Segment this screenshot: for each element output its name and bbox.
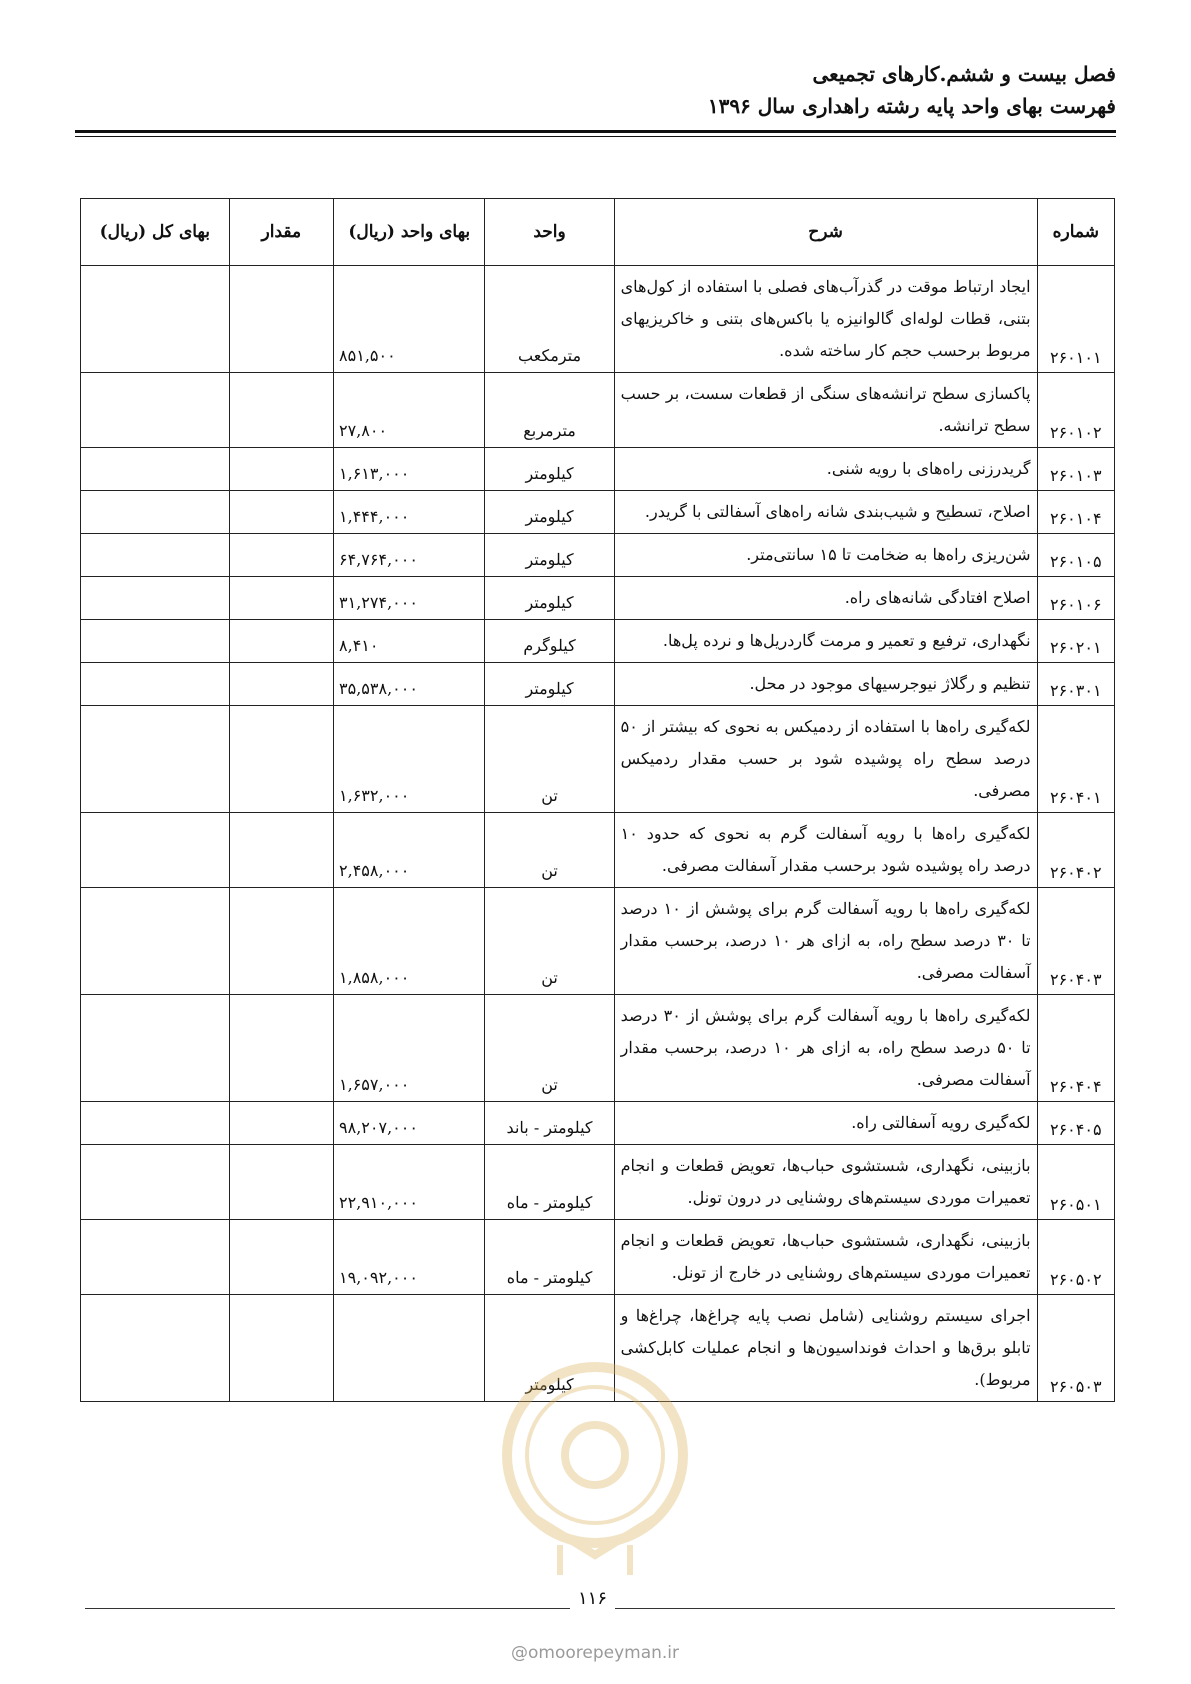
table-row	[81, 1145, 1115, 1220]
table-row	[81, 995, 1115, 1102]
item-number: ۲۶۰۱۰۱	[1037, 266, 1114, 373]
item-unit-price: ۸۵۱,۵۰۰	[334, 266, 485, 373]
item-quantity	[229, 620, 333, 663]
table-row	[81, 813, 1115, 888]
header-rule-thin	[75, 136, 1116, 137]
item-total-price	[81, 373, 230, 448]
item-number: ۲۶۰۴۰۵	[1037, 1102, 1114, 1145]
item-description: بازبینی، نگهداری، شستشوی حباب‌ها، تعویض قطعات و انجام تعمیرات موردی سیستم‌های روشنایی در درون تونل.	[614, 1145, 1037, 1220]
item-quantity	[229, 266, 333, 373]
item-quantity	[229, 1102, 333, 1145]
item-quantity	[229, 1220, 333, 1295]
table-row	[81, 266, 1115, 373]
item-description: لکه‌گیری راه‌ها با رویه آسفالت گرم برای پوشش از ۱۰ درصد تا ۳۰ درصد سطح راه، به ازای هر ۱۰ درصد، برحسب مقدار آسفالت مصرفی.	[614, 888, 1037, 995]
item-total-price	[81, 706, 230, 813]
item-unit-price: ۲,۴۵۸,۰۰۰	[334, 813, 485, 888]
table-row	[81, 577, 1115, 620]
item-total-price	[81, 577, 230, 620]
price-table	[80, 198, 1115, 1402]
item-total-price	[81, 1220, 230, 1295]
item-quantity	[229, 1295, 333, 1402]
item-total-price	[81, 888, 230, 995]
item-total-price	[81, 1102, 230, 1145]
item-total-price	[81, 1295, 230, 1402]
item-unit-price: ۸,۴۱۰	[334, 620, 485, 663]
item-description: لکه‌گیری راه‌ها با رویه آسفالت گرم به نحوی که حدود ۱۰ درصد راه پوشیده شود برحسب مقدار آسفالت مصرفی.	[614, 813, 1037, 888]
item-unit: کیلومتر	[485, 577, 614, 620]
item-number: ۲۶۰۵۰۳	[1037, 1295, 1114, 1402]
item-description: بازبینی، نگهداری، شستشوی حباب‌ها، تعویض قطعات و انجام تعمیرات موردی سیستم‌های روشنایی در خارج از تونل.	[614, 1220, 1037, 1295]
item-number: ۲۶۰۱۰۴	[1037, 491, 1114, 534]
table-row	[81, 620, 1115, 663]
item-total-price	[81, 663, 230, 706]
table-row	[81, 373, 1115, 448]
item-unit: تن	[485, 888, 614, 995]
item-quantity	[229, 1145, 333, 1220]
document-subtitle: فهرست بهای واحد پایه رشته راهداری سال ۱۳۹۶	[707, 94, 1116, 118]
header-rule-thick	[75, 130, 1116, 133]
item-description: شن‌ریزی راه‌ها به ضخامت تا ۱۵ سانتی‌متر.	[614, 534, 1037, 577]
footer-rule-left	[85, 1608, 570, 1609]
item-quantity	[229, 373, 333, 448]
item-total-price	[81, 813, 230, 888]
item-number: ۲۶۰۴۰۳	[1037, 888, 1114, 995]
item-description: گریدرزنی راه‌های با رویه شنی.	[614, 448, 1037, 491]
item-quantity	[229, 706, 333, 813]
col-header-unit: واحد	[485, 199, 614, 266]
item-unit-price: ۳۱,۲۷۴,۰۰۰	[334, 577, 485, 620]
table-row	[81, 1102, 1115, 1145]
item-number: ۲۶۰۳۰۱	[1037, 663, 1114, 706]
item-unit: مترمربع	[485, 373, 614, 448]
table-row	[81, 448, 1115, 491]
col-header-quantity: مقدار	[229, 199, 333, 266]
watermark-text: @omoorepeyman.ir	[510, 1643, 680, 1663]
col-header-description: شرح	[614, 199, 1037, 266]
item-quantity	[229, 534, 333, 577]
item-unit-price: ۱,۸۵۸,۰۰۰	[334, 888, 485, 995]
page-header	[75, 58, 1116, 122]
footer-rule-right	[615, 1608, 1115, 1609]
item-description: لکه‌گیری راه‌ها با استفاده از ردمیکس به نحوی که بیشتر از ۵۰ درصد سطح راه پوشیده شود بر حسب مقدار ردمیکس مصرفی.	[614, 706, 1037, 813]
item-number: ۲۶۰۱۰۳	[1037, 448, 1114, 491]
item-description: لکه‌گیری راه‌ها با رویه آسفالت گرم برای پوشش از ۳۰ درصد تا ۵۰ درصد سطح راه، به ازای هر ۱۰ درصد، برحسب مقدار آسفالت مصرفی.	[614, 995, 1037, 1102]
item-unit: مترمکعب	[485, 266, 614, 373]
item-total-price	[81, 448, 230, 491]
table-row	[81, 663, 1115, 706]
table-row	[81, 706, 1115, 813]
item-total-price	[81, 534, 230, 577]
item-unit-price: ۲۷,۸۰۰	[334, 373, 485, 448]
item-unit-price: ۱,۴۴۴,۰۰۰	[334, 491, 485, 534]
item-number: ۲۶۰۱۰۲	[1037, 373, 1114, 448]
item-total-price	[81, 995, 230, 1102]
item-number: ۲۶۰۱۰۶	[1037, 577, 1114, 620]
table-header-row	[81, 199, 1115, 266]
item-quantity	[229, 888, 333, 995]
item-unit: کیلومتر	[485, 663, 614, 706]
item-quantity	[229, 813, 333, 888]
item-number: ۲۶۰۵۰۱	[1037, 1145, 1114, 1220]
item-unit-price: ۱,۶۵۷,۰۰۰	[334, 995, 485, 1102]
table-row	[81, 491, 1115, 534]
item-total-price	[81, 1145, 230, 1220]
item-unit: تن	[485, 813, 614, 888]
item-unit: کیلومتر	[485, 1295, 614, 1402]
item-unit: تن	[485, 706, 614, 813]
item-quantity	[229, 577, 333, 620]
page-number: ۱۱۶	[577, 1588, 607, 1609]
item-description: تنظیم و رگلاژ نیوجرسیهای موجود در محل.	[614, 663, 1037, 706]
item-number: ۲۶۰۴۰۲	[1037, 813, 1114, 888]
item-unit: کیلومتر - ماه	[485, 1145, 614, 1220]
item-quantity	[229, 448, 333, 491]
table-row	[81, 534, 1115, 577]
chapter-title: فصل بیست و ششم.کارهای تجمیعی	[812, 62, 1116, 86]
item-number: ۲۶۰۱۰۵	[1037, 534, 1114, 577]
item-unit: کیلوگرم	[485, 620, 614, 663]
item-description: نگهداری، ترفیع و تعمیر و مرمت گاردریل‌ها و نرده پل‌ها.	[614, 620, 1037, 663]
item-description: لکه‌گیری رویه آسفالتی راه.	[614, 1102, 1037, 1145]
item-total-price	[81, 491, 230, 534]
item-unit: کیلومتر	[485, 491, 614, 534]
item-quantity	[229, 491, 333, 534]
item-unit-price: ۳۵,۵۳۸,۰۰۰	[334, 663, 485, 706]
item-unit-price: ۱,۶۱۳,۰۰۰	[334, 448, 485, 491]
item-unit: کیلومتر - باند	[485, 1102, 614, 1145]
col-header-unit-price: بهای واحد (ریال)	[334, 199, 485, 266]
item-unit-price: ۹۸,۲۰۷,۰۰۰	[334, 1102, 485, 1145]
item-unit: کیلومتر	[485, 534, 614, 577]
item-number: ۲۶۰۵۰۲	[1037, 1220, 1114, 1295]
item-unit-price	[334, 1295, 485, 1402]
item-description: اصلاح، تسطیح و شیب‌بندی شانه راه‌های آسفالتی با گریدر.	[614, 491, 1037, 534]
item-total-price	[81, 266, 230, 373]
item-unit-price: ۱۹,۰۹۲,۰۰۰	[334, 1220, 485, 1295]
item-unit: تن	[485, 995, 614, 1102]
item-unit-price: ۲۲,۹۱۰,۰۰۰	[334, 1145, 485, 1220]
item-quantity	[229, 663, 333, 706]
col-header-number: شماره	[1037, 199, 1114, 266]
item-description: اصلاح افتادگی شانه‌های راه.	[614, 577, 1037, 620]
table-row	[81, 888, 1115, 995]
watermark-seal-icon	[490, 1345, 700, 1585]
item-description: ایجاد ارتباط موقت در گذرآب‌های فصلی با استفاده از کول‌های بتنی، قطات لوله‌ای گالوانیزه یا باکس‌های بتنی و خاکریزیهای مربوط برحسب حجم کار ساخته شده.	[614, 266, 1037, 373]
item-number: ۲۶۰۴۰۱	[1037, 706, 1114, 813]
item-number: ۲۶۰۲۰۱	[1037, 620, 1114, 663]
item-description: اجرای سیستم روشنایی (شامل نصب پایه چراغ‌ها، چراغ‌ها و تابلو برق‌ها و احداث فونداسیون‌ها و انجام عملیات کابل‌کشی مربوط).	[614, 1295, 1037, 1402]
item-unit-price: ۱,۶۳۲,۰۰۰	[334, 706, 485, 813]
item-total-price	[81, 620, 230, 663]
col-header-total-price: بهای کل (ریال)	[81, 199, 230, 266]
item-unit: کیلومتر - ماه	[485, 1220, 614, 1295]
table-row	[81, 1220, 1115, 1295]
item-description: پاکسازی سطح ترانشه‌های سنگی از قطعات سست، بر حسب سطح ترانشه.	[614, 373, 1037, 448]
item-quantity	[229, 995, 333, 1102]
item-unit: کیلومتر	[485, 448, 614, 491]
item-unit-price: ۶۴,۷۶۴,۰۰۰	[334, 534, 485, 577]
item-number: ۲۶۰۴۰۴	[1037, 995, 1114, 1102]
